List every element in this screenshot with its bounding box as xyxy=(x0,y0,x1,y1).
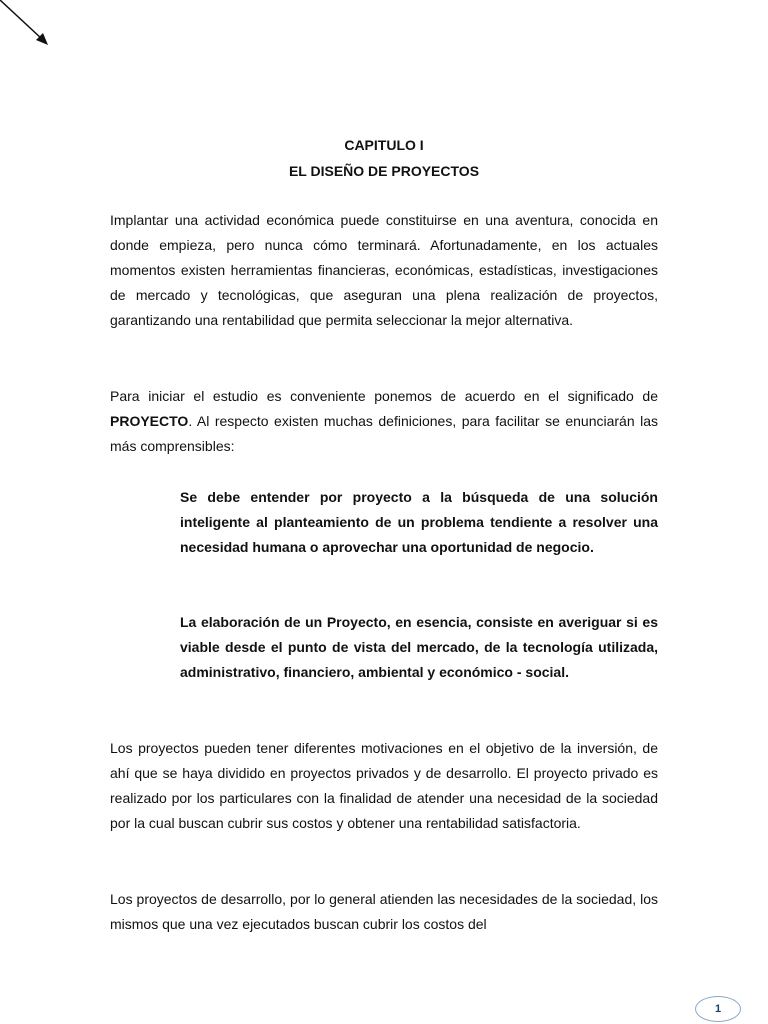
definition-quote-2: La elaboración de un Proyecto, en esencia, consiste en averiguar si es viable desde el punto de vista del mercado, de la tecnología utilizada, administrativo, financiero, ambiental y económico - social. xyxy=(180,614,658,680)
paragraph-definition-intro xyxy=(110,384,658,459)
paragraph-text: . Al respecto existen muchas definiciones, para facilitar se enunciarán las más comprensibles: xyxy=(110,413,658,454)
paragraph-development: Los proyectos de desarrollo, por lo general atienden las necesidades de la sociedad, los mismos que una vez ejecutados buscan cubrir los costos del xyxy=(110,891,658,932)
arrow-down-right-icon xyxy=(0,0,56,52)
chapter-title: EL DISEÑO DE PROYECTOS xyxy=(288,163,480,179)
paragraph-text: Para iniciar el estudio es conveniente ponemos de acuerdo en el significado de xyxy=(110,388,658,404)
chapter-heading: CAPITULO I xyxy=(344,137,424,153)
keyword-proyecto: PROYECTO xyxy=(110,413,189,429)
paragraph-motivations: Los proyectos pueden tener diferentes motivaciones en el objetivo de la inversión, de ahí que se haya dividido en proyectos privados y de desarrollo. El proyecto privado es realizado por los particulares con la finalidad de atender una necesidad de la sociedad por la cual buscan cubrir sus costos y obtener una rentabilidad satisfactoria. xyxy=(110,740,658,831)
paragraph-intro: Implantar una actividad económica puede constituirse en una aventura, conocida en donde empieza, pero nunca cómo terminará. Afortunadamente, en los actuales momentos existen herramientas financieras, económicas, estadísticas, investigaciones de mercado y tecnológicas, que aseguran una plena realización de proyectos, garantizando una rentabilidad que permita seleccionar la mejor alternativa. xyxy=(110,212,658,328)
definition-quote-1: Se debe entender por proyecto a la búsqueda de una solución inteligente al planteamiento de un problema tendiente a resolver una necesidad humana o aprovechar una oportunidad de negocio. xyxy=(180,489,658,555)
page-number-badge: 1 xyxy=(695,996,741,1022)
